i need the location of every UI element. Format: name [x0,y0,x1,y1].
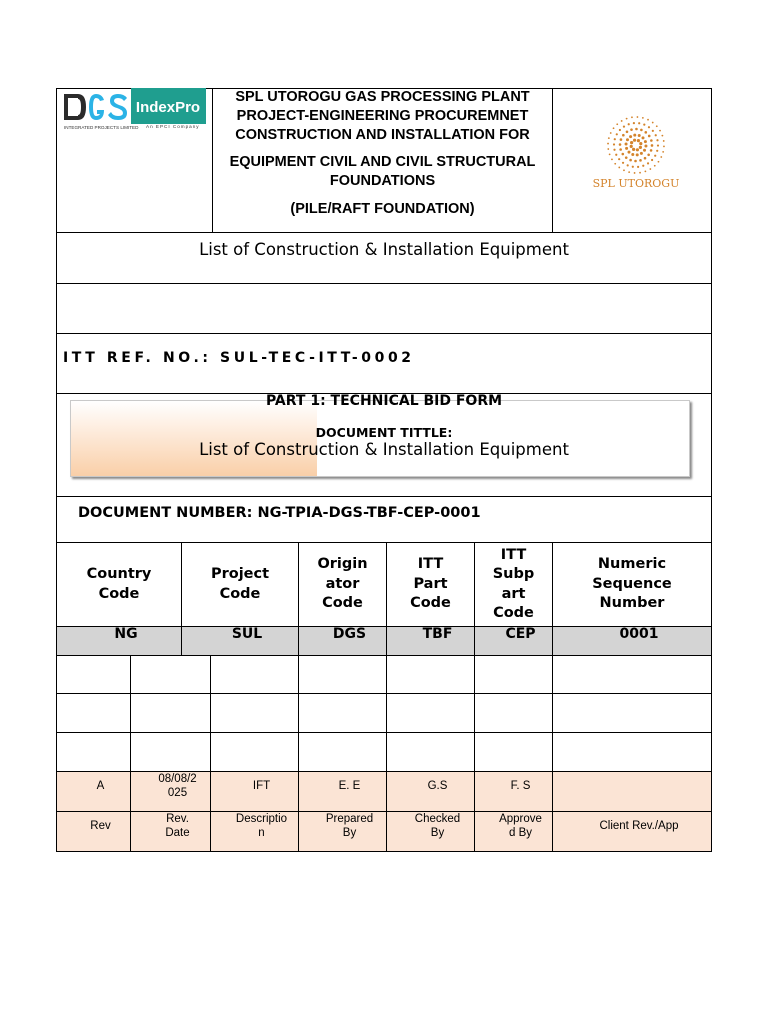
sunburst-dot [652,122,654,124]
sunburst-dot [629,159,632,162]
cell-text: A [96,779,105,792]
header-text: ITT [417,556,444,573]
rule [56,333,712,334]
project-title [213,88,552,219]
sunburst-dot [650,139,653,142]
sunburst-dot [633,134,636,137]
project-code-header [182,543,298,626]
itt-part-code-header [387,543,474,626]
sunburst-dot [661,135,663,137]
sunburst-dot [636,153,639,156]
sunburst-dot [642,117,644,119]
sunburst-dot [637,139,640,142]
sunburst-dot [656,125,658,127]
originator-code-value: DGS [332,626,367,642]
sunburst-dot [639,172,641,174]
cell-text: Checked [414,812,461,825]
sunburst-dot [638,122,640,124]
sunburst-dot [642,165,644,167]
sunburst-dot [613,127,615,129]
sunburst-dot [637,166,639,168]
title-line: PROJECT-ENGINEERING PROCUREMNET [236,108,529,124]
sunburst-dot [647,153,650,156]
spl-logo-name: SPL UTOROGU [592,177,680,190]
sunburst-dot [652,130,654,132]
document-title-label: DOCUMENT TITTLE: [315,425,453,440]
checked-by-label [387,812,488,839]
sunburst-dot [644,157,647,160]
rule [56,496,712,497]
header-text: Number [599,595,665,612]
sunburst-dot [614,138,616,140]
sunburst-dot [621,153,624,156]
sunburst-dot [644,145,647,148]
document-number: DOCUMENT NUMBER: NG-TPIA-DGS-TBF-CEP-0001 [78,505,481,521]
header-text: ITT [500,546,527,563]
logo-tagline-left: INTEGRATED PROJECTS LIMITED [64,125,139,130]
sunburst-dot [663,146,665,148]
sunburst-dot [637,116,639,118]
sunburst-dot [626,118,628,120]
header-text: Code [219,585,261,602]
sunburst-dot [613,149,615,151]
numeric-sequence-value: 0001 [619,626,659,642]
rule [552,88,553,232]
rule [56,693,712,694]
description-value [211,772,312,799]
sunburst-dot [611,158,613,160]
sunburst-dot [631,116,633,118]
cell-text: Approve [499,812,542,825]
header-text: Code [322,595,363,612]
sunburst-dot [610,132,612,134]
sunburst-dot [660,156,662,158]
rule [56,283,712,284]
sunburst-dot [654,155,656,157]
sunburst-dot [636,148,639,151]
sunburst-dot [622,134,625,137]
sunburst-dot [634,160,637,163]
sunburst-dot [634,172,636,174]
sunburst-dot [625,142,628,145]
sunburst-dot [621,120,623,122]
sunburst-dot [626,138,629,141]
rule [56,655,712,656]
sunburst-dot [630,145,633,148]
country-code-header [57,543,181,626]
header-text: Code [98,585,140,602]
sunburst-dot [630,141,633,144]
sunburst-dot [638,134,641,137]
header-text: Part [413,575,448,592]
title-line: CONSTRUCTION AND INSTALLATION FOR [235,127,530,143]
sunburst-dot [618,167,620,169]
sunburst-dot [633,139,636,142]
country-code-value: NG [114,626,138,642]
sunburst-dot [651,144,654,147]
part-title: PART 1: TECHNICAL BID FORM [265,393,503,409]
sunburst-dot [659,130,661,132]
cell-text: d By [508,826,532,839]
sunburst-dot [607,143,609,145]
checked-by-value [387,772,488,799]
sunburst-dot [616,123,618,125]
header-text: Sequence [592,575,672,592]
project-code-value: SUL [231,626,263,642]
sunburst-dot [663,140,665,142]
sunburst-dot [615,154,617,156]
sunburst-dot [632,166,634,168]
sunburst-dot [630,128,633,131]
itt-reference-number: ITT REF. NO.: SUL-TEC-ITT-0002 [63,350,415,366]
sunburst-dot [609,153,611,155]
sunburst-dot [649,168,651,170]
sunburst-dot [647,119,649,121]
header-text: Subp [492,566,535,582]
sunburst-dot [616,133,618,135]
sunburst-dot [608,137,610,139]
sunburst-dot [625,156,628,159]
sunburst-dot [628,151,631,154]
prepared-by-value [299,772,400,799]
sunburst-dot [620,138,623,141]
sunburst-dot [644,131,647,134]
sunburst-dot [622,162,624,164]
sunburst-dot [632,148,635,151]
sunburst-dot [640,152,643,155]
cell-text: By [430,826,445,839]
sunburst-dot [656,150,658,152]
itt-part-code-value: TBF [422,626,453,642]
rule [56,732,712,733]
description-label [211,812,312,839]
sunburst-dot [619,143,622,146]
numeric-sequence-header [553,543,711,626]
cell-text: n [258,826,265,839]
header-text: Origin [317,556,368,573]
cell-text: IFT [252,779,271,792]
sunburst-dot [628,123,630,125]
cell-text: Prepared [325,812,374,825]
sunburst-dot [648,126,650,128]
header-text: art [501,585,526,602]
title-line: SPL UTOROGU GAS PROCESSING PLANT [235,89,530,105]
cell-text: Client Rev./App [599,819,679,832]
sunburst-dot [657,144,659,146]
document-list-title: List of Construction & Installation Equipment [199,240,569,259]
sunburst-dot [651,159,653,161]
sunburst-dot [656,139,658,141]
prepared-by-label [299,812,400,839]
sunburst-dot [626,130,629,133]
cell-text: 025 [167,786,188,799]
sunburst-dot [639,142,642,145]
logo-product-text: IndexPro [135,99,201,116]
header-text: Country [86,566,152,582]
client-rev-value [553,772,725,799]
cell-text: Rev [90,819,111,832]
sunburst-dot [644,140,647,143]
subtitle-line: FOUNDATIONS [329,173,436,189]
header-text: Code [410,595,451,612]
originator-code-header [299,543,386,626]
cell-text: F. S [510,779,531,792]
sunburst-dot [654,165,656,167]
sunburst-dot [619,129,621,131]
sunburst-dot [623,169,625,171]
sunburst-dot [635,128,638,131]
sunburst-dot [613,143,615,145]
sunburst-dot [619,148,622,151]
sunburst-dot [658,161,660,163]
cell-text: E. E [338,779,361,792]
sunburst-dot [643,124,645,126]
client-rev-label [553,812,725,839]
header-text: Numeric [597,556,667,573]
sunburst-dot [644,170,646,172]
rule [56,232,712,233]
sunburst-dot [628,171,630,173]
cell-text: By [342,826,357,839]
sunburst-dot [640,129,643,132]
sunburst-dot [650,149,653,152]
foundation-type: (PILE/RAFT FOUNDATION) [290,201,475,217]
sunburst-dot [633,122,635,124]
sunburst-dot [639,146,642,149]
logo-tagline-right: An EPCI Company [146,124,200,129]
sunburst-dot [629,135,632,138]
header-text: Code [493,605,534,621]
sunburst-dot [648,135,651,138]
sunburst-dot [643,149,646,152]
sunburst-dot [662,151,664,153]
cell-text: 08/08/2 [158,772,197,785]
cell-text: Rev. [166,812,189,825]
header-text: ator [325,575,360,592]
sunburst-dot [631,153,634,156]
sunburst-dot [642,136,645,139]
sunburst-dot [623,125,625,127]
dgs-indexpro-logo [64,88,208,132]
sunburst-dot [607,148,609,150]
spl-utorogu-logo [588,115,684,195]
itt-subpart-code-header [475,543,552,626]
sunburst-dot [639,159,642,162]
sunburst-dot [625,147,628,150]
cell-text: Descriptio [235,812,288,825]
itt-subpart-code-value: CEP [505,626,536,642]
sunburst-dot [618,158,620,160]
sunburst-dot [614,163,616,165]
sunburst-dot [647,162,649,164]
subtitle-line: EQUIPMENT CIVIL AND CIVIL STRUCTURAL [229,154,536,170]
sunburst-dot [655,134,657,136]
cell-text: Date [165,826,190,839]
cell-text: G.S [427,779,448,792]
header-text: Project [210,566,270,582]
sunburst-dot [627,164,629,166]
document-title-value: List of Construction & Installation Equipment [199,440,569,459]
